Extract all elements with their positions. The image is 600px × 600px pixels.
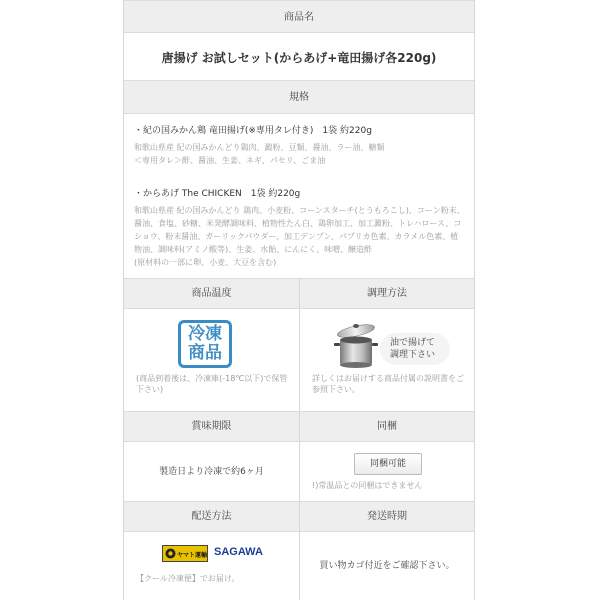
product-title: 唐揚げ お試しセット(からあげ+竜田揚げ各220g) bbox=[161, 51, 437, 65]
spec-item-2-ingredient-line: 物油、調味料(アミノ酸等)、生姜、水飴、にんにく、味噌、醸造酢 bbox=[134, 245, 373, 254]
product-name-cell bbox=[124, 33, 474, 81]
delivery-header bbox=[124, 502, 299, 532]
spec-item-2-ingredient-line: 醤油、食塩、砂糖、米発酵調味料、植物性たん白、鶏卵加工、加工澱粉、トレハロース、コ bbox=[134, 219, 462, 228]
cooking-header-label: 調理方法 bbox=[367, 288, 407, 299]
fry-pot-icon bbox=[332, 319, 382, 371]
cooking-cell bbox=[299, 309, 474, 412]
cooking-note-line: 詳しくはお届けする商品付属の説明書をご bbox=[312, 374, 464, 383]
bundle-note: !)常温品との同梱はできません bbox=[312, 481, 423, 490]
expiry-cell bbox=[124, 442, 299, 502]
product-info-table bbox=[123, 0, 475, 600]
black-cat-icon bbox=[165, 548, 176, 559]
yamato-logo-text: ヤマト運輸 bbox=[177, 552, 208, 559]
cooking-note-line: 参照下さい。 bbox=[312, 385, 360, 394]
yamato-logo bbox=[162, 545, 208, 562]
shipping-header bbox=[299, 502, 474, 532]
temperature-note-line: (商品到着後は、冷凍庫(-18℃以下)で保管 bbox=[136, 374, 288, 383]
spec-item-1-ingredient-line: 和歌山県産 紀の国みかんどり鶏肉、澱粉、豆類、醤油、ラー油、糖類 bbox=[134, 143, 385, 152]
shipping-text: 買い物カゴ付近をご確認下さい。 bbox=[319, 561, 455, 571]
spec-header-label: 規格 bbox=[289, 92, 309, 103]
product-name-header bbox=[124, 0, 474, 33]
spec-item-2-ingredient-line: (原材料の一部に卵、小麦、大豆を含む) bbox=[134, 258, 277, 267]
spec-item-2-ingredients bbox=[134, 204, 465, 269]
delivery-note: 【クール冷凍便】でお届け。 bbox=[136, 574, 240, 583]
bundle-header-label: 同梱 bbox=[377, 421, 397, 432]
frozen-badge-line2: 商品 bbox=[188, 343, 222, 363]
spec-cell bbox=[124, 114, 474, 279]
spec-item-1-ingredient-line: ＜専用タレ＞酢、醤油、生姜、ネギ、パセリ、ごま油 bbox=[134, 156, 326, 165]
bundle-available-button[interactable]: 同梱可能 bbox=[354, 453, 422, 475]
bubble-line2: 調理下さい bbox=[390, 350, 436, 360]
frozen-product-badge bbox=[178, 320, 232, 368]
spec-item-2-ingredient-line: ショウ、粉末醤油、ガーリックパウダー、加工デンプン、パプリカ色素、カラメル色素、植 bbox=[134, 232, 459, 241]
sagawa-logo: SAGAWA bbox=[214, 546, 263, 558]
delivery-cell bbox=[124, 532, 299, 600]
delivery-header-label: 配送方法 bbox=[191, 511, 232, 522]
temperature-cell bbox=[124, 309, 299, 412]
bundle-cell bbox=[299, 442, 474, 502]
spec-item-2-name: ・からあげ The CHICKEN 1袋 約220g bbox=[134, 189, 301, 199]
expiry-header-label: 賞味期限 bbox=[191, 421, 232, 432]
spec-item-1-name: ・紀の国みかん鶏 竜田揚げ(※専用タレ付き) 1袋 約220g bbox=[134, 126, 372, 136]
bubble-line1: 油で揚げて bbox=[390, 338, 436, 348]
product-name-header-label: 商品名 bbox=[284, 12, 314, 23]
expiry-text: 製造日より冷凍で約6ヶ月 bbox=[159, 467, 264, 477]
temperature-header bbox=[124, 279, 299, 309]
cooking-header bbox=[299, 279, 474, 309]
spec-item-1-ingredients bbox=[134, 141, 385, 167]
cooking-speech-bubble bbox=[380, 333, 450, 365]
spec-header bbox=[124, 81, 474, 114]
shipping-header-label: 発送時期 bbox=[367, 511, 407, 522]
shipping-cell bbox=[299, 532, 474, 600]
frozen-badge-line1: 冷凍 bbox=[188, 324, 222, 344]
temperature-note bbox=[136, 373, 287, 395]
bundle-header bbox=[299, 412, 474, 442]
temperature-note-line: 下さい) bbox=[136, 385, 164, 394]
cooking-note bbox=[312, 373, 464, 395]
expiry-header bbox=[124, 412, 299, 442]
spec-item-2-ingredient-line: 和歌山県産 紀の国みかんどり 鶏肉、小麦粉、コーンスターチ(とうもろこし)、コーン粉末、 bbox=[134, 206, 465, 215]
temperature-header-label: 商品温度 bbox=[191, 288, 232, 299]
